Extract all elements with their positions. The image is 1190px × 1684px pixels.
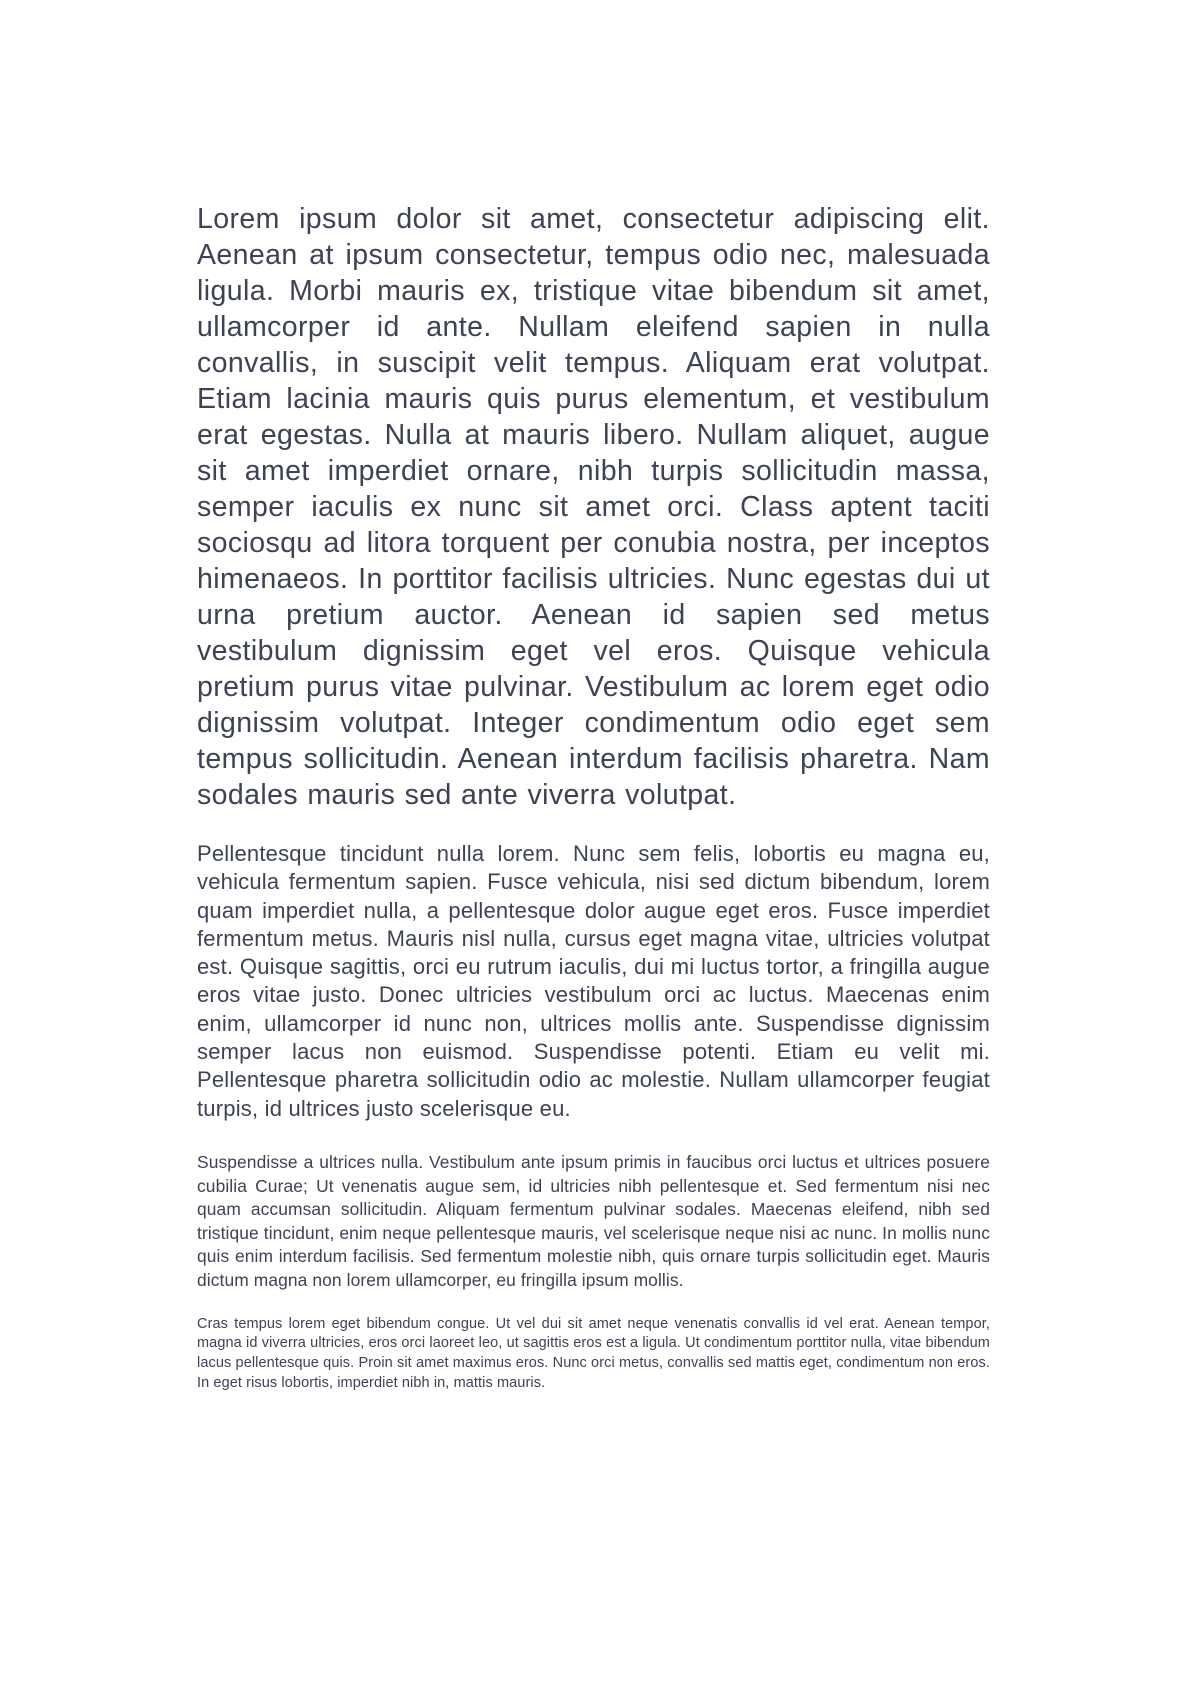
paragraph-2: Pellentesque tincidunt nulla lorem. Nunc sem felis, lobortis eu magna eu, vehicula fermentum sapien. Fusce vehicula, nisi sed dictum bibendum, lorem quam imperdiet nulla, a pellentesque dolor augue eget eros. Fusce imperdiet fermentum metus. Mauris nisl nulla, cursus eget magna vitae, ultricies volutpat est. Quisque sagittis, orci eu rutrum iaculis, dui mi luctus tortor, a fringilla augue eros vitae justo. Donec ultricies vestibulum orci ac luctus. Maecenas enim enim, ullamcorper id nunc non, ultrices mollis ante. Suspendisse dignissim semper lacus non euismod. Suspendisse potenti. Etiam eu velit mi. Pellentesque pharetra sollicitudin odio ac molestie. Nullam ullamcorper feugiat turpis, id ultrices justo scelerisque eu. [197,841,990,1121]
paragraph-4: Cras tempus lorem eget bibendum congue. Ut vel dui sit amet neque venenatis convallis id vel erat. Aenean tempor, magna id viverra ultricies, eros orci laoreet leo, ut sagittis eros est a ligula. Ut condimentum porttitor nulla, vitae bibendum lacus pellentesque quis. Proin sit amet maximus eros. Nunc orci metus, convallis sed mattis eget, condimentum non eros. In eget risus lobortis, imperdiet nibh in, mattis mauris. [197,1315,990,1391]
paragraph-3: Suspendisse a ultrices nulla. Vestibulum ante ipsum primis in faucibus orci luctus et ultrices posuere cubilia Curae; Ut venenatis augue sem, id ultricies nibh pellentesque et. Sed fermentum nisi nec quam accumsan sollicitudin. Aliquam fermentum pulvinar sodales. Maecenas eleifend, nibh sed tristique tincidunt, enim neque pellentesque mauris, vel scelerisque neque nisi ac nunc. In mollis nunc quis enim interdum facilisis. Sed fermentum molestie nibh, quis ornare turpis sollicitudin eget. Mauris dictum magna non lorem ullamcorper, eu fringilla ipsum mollis. [197,1151,990,1290]
paragraph-1: Lorem ipsum dolor sit amet, consectetur adipiscing elit. Aenean at ipsum consectetur, tempus odio nec, malesuada ligula. Morbi mauris ex, tristique vitae bibendum sit amet, ullamcorper id ante. Nullam eleifend sapien in nulla convallis, in suscipit velit tempus. Aliquam erat volutpat. Etiam lacinia mauris quis purus elementum, et vestibulum erat egestas. Nulla at mauris libero. Nullam aliquet, augue sit amet imperdiet ornare, nibh turpis sollicitudin massa, semper iaculis ex nunc sit amet orci. Class aptent taciti sociosqu ad litora torquent per conubia nostra, per inceptos himenaeos. In porttitor facilisis ultricies. Nunc egestas dui ut urna pretium auctor. Aenean id sapien sed metus vestibulum dignissim eget vel eros. Quisque vehicula pretium purus vitae pulvinar. Vestibulum ac lorem eget odio dignissim volutpat. Integer condimentum odio eget sem tempus sollicitudin. Aenean interdum facilisis pharetra. Nam sodales mauris sed ante viverra volutpat. [197,203,990,811]
